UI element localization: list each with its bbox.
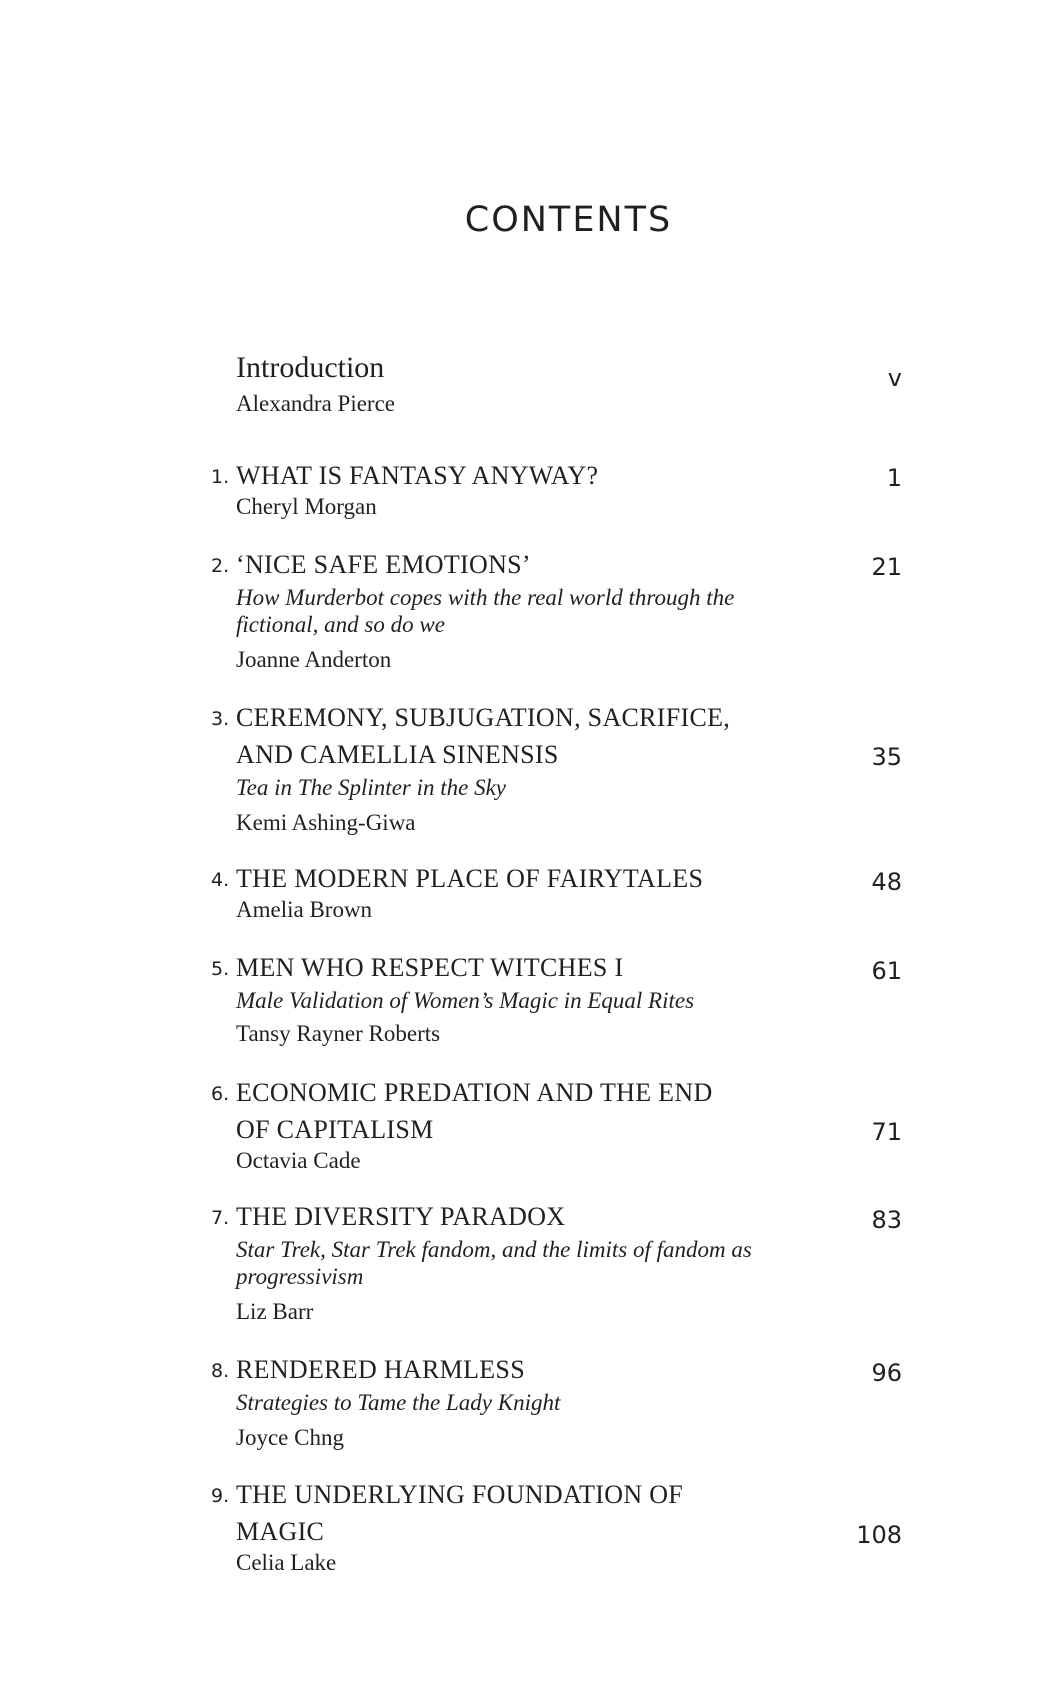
entry-subtitle: Star Trek, Star Trek fandom, and the limits of fandom as progressivism bbox=[236, 1237, 752, 1289]
entry-author: Joanne Anderton bbox=[236, 647, 392, 672]
entry-subtitle: Tea in The Splinter in the Sky bbox=[236, 775, 507, 800]
entry-title: MEN WHO RESPECT WITCHES I bbox=[236, 953, 624, 982]
entry-title-line2: MAGIC bbox=[236, 1517, 325, 1546]
entry-number: 3. bbox=[211, 708, 230, 730]
entry-number: 7. bbox=[211, 1207, 230, 1229]
entry-number: 5. bbox=[211, 958, 230, 980]
entry-number: 8. bbox=[211, 1360, 230, 1382]
entry-author: Joyce Chng bbox=[236, 1425, 344, 1450]
entry-number: 1. bbox=[211, 466, 230, 488]
entry-page-number: 61 bbox=[871, 957, 902, 985]
entry-number: 9. bbox=[211, 1485, 230, 1507]
entry-page-number: v bbox=[887, 364, 902, 392]
entry-page-number: 48 bbox=[871, 868, 902, 896]
entry-author: Alexandra Pierce bbox=[236, 391, 396, 416]
entry-author: Kemi Ashing-Giwa bbox=[236, 810, 416, 835]
entry-title: THE DIVERSITY PARADOX bbox=[236, 1202, 566, 1231]
entry-number: 6. bbox=[211, 1083, 230, 1105]
entry-number: 2. bbox=[211, 555, 230, 577]
entry-title-line2: OF CAPITALISM bbox=[236, 1115, 434, 1144]
entry-number: 4. bbox=[211, 869, 230, 891]
entry-title: THE MODERN PLACE OF FAIRYTALES bbox=[236, 864, 704, 893]
entry-title: ‘NICE SAFE EMOTIONS’ bbox=[236, 550, 531, 579]
entry-page-number: 21 bbox=[871, 553, 902, 581]
entry-page-number: 1 bbox=[886, 464, 902, 492]
entry-page-number: 108 bbox=[856, 1521, 902, 1549]
entry-title: ECONOMIC PREDATION AND THE END bbox=[236, 1078, 713, 1107]
entry-author: Celia Lake bbox=[236, 1550, 337, 1575]
entry-title: WHAT IS FANTASY ANYWAY? bbox=[236, 461, 599, 490]
entry-author: Tansy Rayner Roberts bbox=[236, 1021, 441, 1046]
entry-subtitle: Male Validation of Women’s Magic in Equal Rites bbox=[236, 988, 695, 1013]
entry-title: Introduction bbox=[236, 351, 385, 384]
entry-title: RENDERED HARMLESS bbox=[236, 1355, 525, 1384]
entry-author: Cheryl Morgan bbox=[236, 494, 377, 519]
entry-title: THE UNDERLYING FOUNDATION OF bbox=[236, 1480, 684, 1509]
entry-page-number: 96 bbox=[871, 1359, 902, 1387]
entry-title: CEREMONY, SUBJUGATION, SACRIFICE, bbox=[236, 703, 731, 732]
entry-page-number: 83 bbox=[871, 1206, 902, 1234]
entry-author: Liz Barr bbox=[236, 1299, 314, 1324]
page-title: CONTENTS bbox=[464, 200, 673, 240]
entry-subtitle: Strategies to Tame the Lady Knight bbox=[236, 1390, 561, 1415]
entry-title-line2: AND CAMELLIA SINENSIS bbox=[236, 740, 559, 769]
entry-author: Amelia Brown bbox=[236, 897, 373, 922]
entry-author: Octavia Cade bbox=[236, 1148, 361, 1173]
entry-subtitle: How Murderbot copes with the real world through the fictional, and so do we bbox=[236, 585, 735, 637]
entry-page-number: 35 bbox=[871, 743, 902, 771]
entry-page-number: 71 bbox=[871, 1118, 902, 1146]
